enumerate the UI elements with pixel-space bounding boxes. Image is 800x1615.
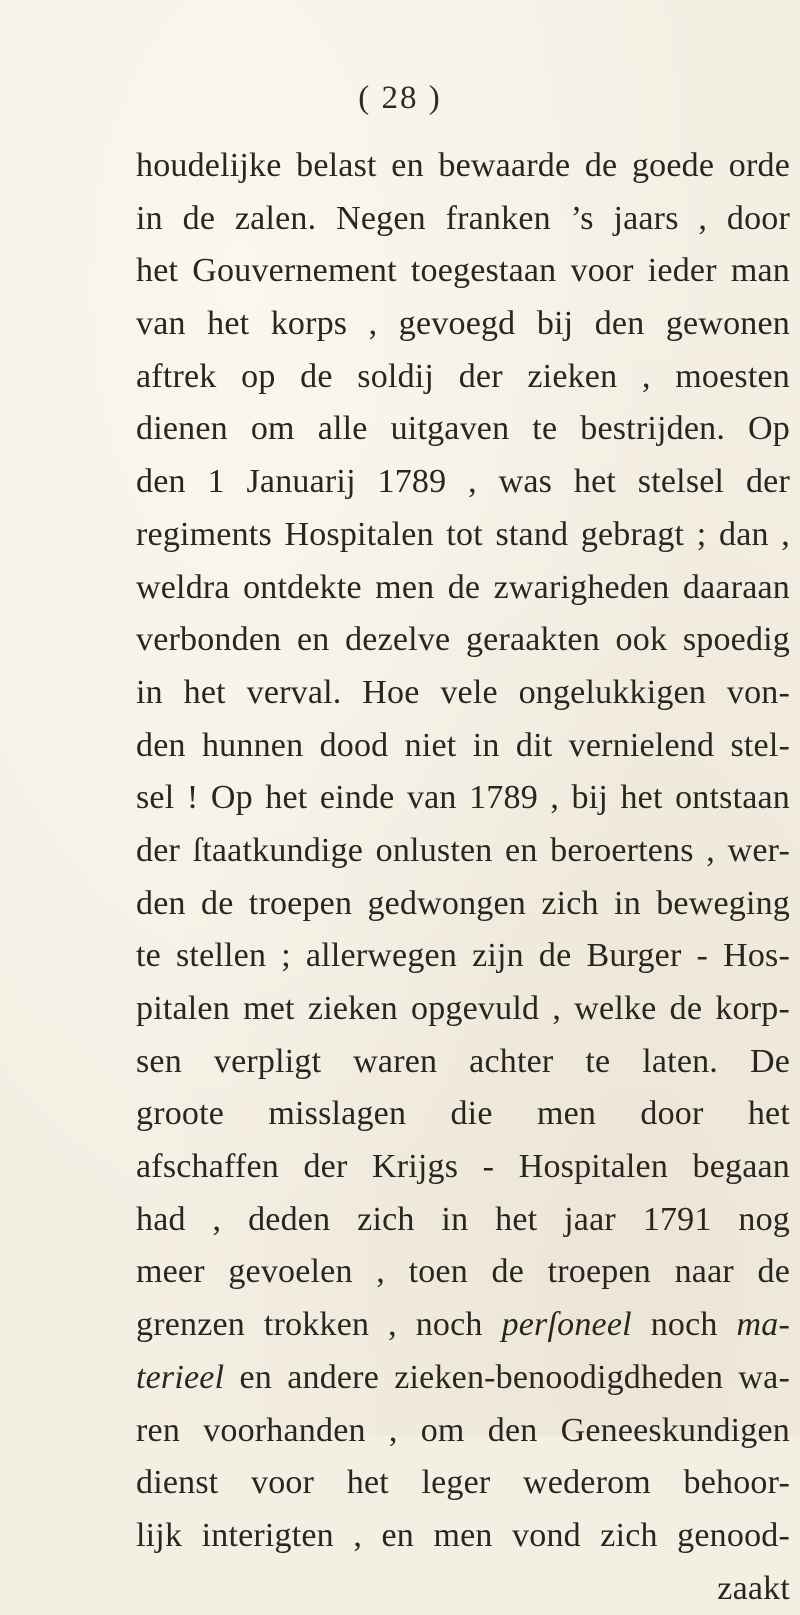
text-line: aftrek op de soldij der zieken , moesten [136, 357, 790, 395]
text-line: den de troepen gedwongen zich in beweging [136, 884, 790, 922]
text-line: te stellen ; allerwegen zijn de Burger - Hos- [136, 937, 790, 975]
catchword: zaakt [717, 1569, 790, 1607]
text-segment: en andere zieken-benoodigdheden wa- [224, 1358, 790, 1396]
italic-word: ma- [736, 1306, 790, 1344]
text-line: sen verpligt waren achter te laten. De [136, 1042, 790, 1080]
text-line: houdelijke belast en bewaarde de goede orde [136, 147, 790, 184]
text-line: van het korps , gevoegd bij den gewonen [136, 305, 790, 343]
text-line: verbonden en dezelve geraakten ook spoedig [136, 621, 790, 659]
text-line: het Gouvernement toegestaan voor ieder man [136, 252, 790, 290]
text-line: regiments Hospitalen tot stand gebragt ; dan , [136, 515, 790, 553]
italic-word: terieel [136, 1358, 225, 1396]
text-line: sel ! Op het einde van 1789 , bij het ontstaan [136, 779, 790, 817]
text-line: den 1 Januarij 1789 , was het stelsel der [136, 463, 790, 501]
text-line: meer gevoelen , toen de troepen naar de [136, 1253, 790, 1291]
text-segment: grenzen trokken , noch [136, 1306, 502, 1344]
body-text [136, 140, 790, 1615]
text-line: in het verval. Hoe vele ongelukkigen von- [136, 673, 790, 711]
text-line-with-italics [136, 1352, 790, 1405]
text-line: dienen om alle uitgaven te bestrijden. Op [136, 410, 790, 448]
text-line: in de zalen. Negen franken ’s jaars , door [136, 199, 790, 237]
text-line: lijk interigten , en men vond zich genood- [136, 1516, 790, 1554]
text-line: pitalen met zieken opgevuld , welke de korp- [136, 990, 790, 1027]
text-line: ren voorhanden , om den Geneeskundigen [136, 1411, 790, 1449]
text-line: had , deden zich in het jaar 1791 nog [136, 1200, 790, 1238]
text-line: den hunnen dood niet in dit vernielend stel- [136, 726, 790, 764]
text-line: weldra ontdekte men de zwarigheden daaraan [136, 568, 790, 606]
text-line: der ſtaatkundige onlusten en beroertens , wer- [136, 831, 790, 869]
italic-word: perſoneel [501, 1306, 632, 1344]
text-line: dienst voor het leger wederom behoor- [136, 1464, 790, 1502]
text-segment: noch [631, 1306, 737, 1344]
text-line-with-italics [136, 1299, 790, 1352]
text-line: groote misslagen die men door het [136, 1095, 790, 1133]
page-number: ( 28 ) [358, 80, 442, 116]
text-line: afschaffen der Krijgs - Hospitalen begaan [136, 1148, 790, 1186]
